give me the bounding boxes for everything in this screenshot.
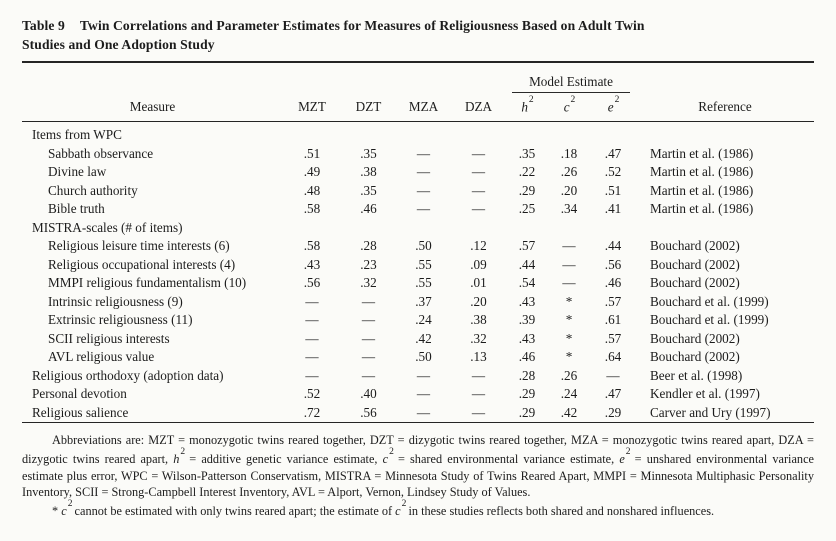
value-cell: —: [361, 330, 376, 346]
math-symbol: e: [619, 452, 625, 467]
measure-cell: Items from WPC: [32, 127, 122, 143]
value-cell: —: [416, 145, 431, 161]
value-cell: .50: [415, 238, 432, 254]
reference-cell: Kendler et al. (1997): [650, 386, 760, 402]
measure-cell: MISTRA-scales (# of items): [32, 219, 183, 235]
reference-cell: Martin et al. (1986): [650, 201, 754, 217]
reference-cell: Bouchard (2002): [650, 275, 740, 291]
value-cell: .20: [470, 293, 487, 309]
value-cell: .13: [470, 349, 487, 365]
reference-cell: Martin et al. (1986): [650, 182, 754, 198]
column-header-h2: $h^2$: [506, 93, 548, 122]
value-cell: *: [565, 330, 573, 346]
value-cell: .41: [604, 201, 622, 217]
value-cell: .58: [303, 238, 321, 254]
math-superscript: 2: [389, 447, 394, 458]
section-row: [22, 219, 814, 238]
measure-cell: MMPI religious fundamentalism (10): [48, 275, 247, 291]
value-cell: —: [361, 349, 376, 365]
table-row: [22, 274, 814, 293]
value-cell: .56: [604, 256, 622, 272]
table-row: [22, 256, 814, 275]
math-symbol: h: [173, 452, 180, 467]
table-header: [22, 63, 814, 122]
value-cell: .01: [470, 275, 487, 291]
value-cell: —: [606, 367, 620, 383]
value-cell: .61: [604, 312, 622, 328]
reference-cell: Martin et al. (1986): [650, 164, 754, 180]
value-cell: .37: [415, 293, 432, 309]
value-cell: —: [471, 201, 486, 217]
value-cell: .35: [360, 145, 377, 161]
measure-cell: Religious salience: [32, 404, 129, 420]
value-cell: *: [565, 312, 573, 328]
column-header-mzt: MZT: [283, 93, 341, 122]
value-cell: —: [416, 367, 431, 383]
measure-cell: Religious orthodoxy (adoption data): [32, 367, 224, 383]
spanner-spacer: [22, 63, 506, 93]
table-caption: Twin Correlations and Parameter Estimates for Measures of Religiousness Based on Adult Twin Studies and One Adoption Study: [22, 18, 645, 52]
value-cell: .57: [518, 238, 536, 254]
measure-cell: Sabbath observance: [48, 145, 154, 161]
value-cell: .64: [604, 349, 622, 365]
value-cell: .49: [303, 164, 321, 180]
footnote-abbreviations: Abbreviations are: MZT = monozygotic twins reared together, DZT = dizygotic twins reared together, MZA = monozygotic twins reared apart, DZA = dizygotic twins reared apart, $h^2$ = additive genetic variance estimate, $c^2$ = shared environmental variance estimate, $e^2$ = unshared environmental variance estimate plus error, WPC = Wilson-Patterson Conservatism, MISTRA = Minnesota Study of Twins Reared Apart, MMPI = Minnesota Multiphasic Personality Inventory, SCII = Strong-Campbell Interest Inventory, AVL = Alport, Vernon, Lindsey Study of Values.: [22, 433, 814, 499]
reference-cell: Beer et al. (1998): [650, 367, 743, 383]
value-cell: —: [471, 404, 486, 420]
value-cell: .28: [360, 238, 377, 254]
value-cell: .29: [518, 386, 536, 402]
value-cell: .43: [518, 293, 536, 309]
value-cell: .26: [560, 164, 578, 180]
column-header-c2: $c^2$: [548, 93, 590, 122]
value-cell: —: [416, 164, 431, 180]
value-cell: .56: [360, 404, 377, 420]
value-cell: .09: [470, 256, 487, 272]
table-row: [22, 367, 814, 386]
reference-cell: Bouchard (2002): [650, 238, 740, 254]
value-cell: —: [305, 367, 319, 383]
value-cell: *: [565, 349, 573, 365]
value-cell: —: [471, 164, 486, 180]
table-body: [22, 122, 814, 423]
column-header-measure: Measure: [22, 93, 283, 122]
correlations-table: [22, 63, 814, 422]
value-cell: —: [471, 182, 486, 198]
value-cell: .72: [303, 404, 321, 420]
value-cell: .12: [470, 238, 487, 254]
measure-cell: Divine law: [48, 164, 107, 180]
value-cell: .25: [518, 201, 536, 217]
spanner-row: [22, 63, 814, 93]
table-number: Table 9: [22, 18, 65, 33]
value-cell: .35: [360, 182, 377, 198]
value-cell: .29: [518, 182, 536, 198]
model-estimate-group: [506, 63, 636, 93]
column-header-dza: DZA: [451, 93, 506, 122]
value-cell: .46: [518, 349, 536, 365]
reference-cell: Bouchard et al. (1999): [650, 312, 769, 328]
column-header-row: [22, 93, 814, 122]
value-cell: .47: [604, 386, 622, 402]
bottom-rule: [22, 422, 814, 423]
reference-cell: Bouchard (2002): [650, 330, 740, 346]
value-cell: —: [305, 312, 319, 328]
value-cell: —: [416, 404, 431, 420]
table-row: [22, 237, 814, 256]
value-cell: —: [305, 349, 319, 365]
table-row: [22, 311, 814, 330]
measure-cell: Religious occupational interests (4): [48, 256, 236, 272]
value-cell: —: [416, 201, 431, 217]
value-cell: .52: [604, 164, 622, 180]
value-cell: .58: [303, 201, 321, 217]
reference-cell: Martin et al. (1986): [650, 145, 754, 161]
value-cell: .24: [560, 386, 578, 402]
value-cell: .29: [604, 404, 622, 420]
column-header-dzt: DZT: [341, 93, 396, 122]
table-row: [22, 163, 814, 182]
value-cell: .39: [518, 312, 536, 328]
value-cell: .32: [360, 275, 377, 291]
value-cell: —: [562, 238, 576, 254]
measure-cell: AVL religious value: [48, 349, 155, 365]
math-superscript: 2: [180, 447, 186, 458]
table-row: [22, 145, 814, 164]
value-cell: .29: [518, 404, 536, 420]
value-cell: —: [305, 293, 319, 309]
spanner-spacer: [636, 63, 814, 93]
value-cell: .35: [518, 145, 536, 161]
value-cell: .32: [470, 330, 487, 346]
value-cell: —: [361, 312, 376, 328]
value-cell: .52: [303, 386, 321, 402]
measure-cell: Church authority: [48, 182, 138, 198]
measure-cell: Intrinsic religiousness (9): [48, 293, 183, 309]
value-cell: .38: [470, 312, 487, 328]
model-estimate-spanner: Model Estimate: [512, 74, 630, 93]
value-cell: .42: [415, 330, 432, 346]
math-symbol: c: [382, 452, 389, 467]
value-cell: .28: [518, 367, 536, 383]
value-cell: .40: [360, 386, 377, 402]
value-cell: —: [361, 367, 376, 383]
column-header-mza: MZA: [396, 93, 451, 122]
value-cell: —: [361, 293, 376, 309]
value-cell: .23: [360, 256, 377, 272]
value-cell: .50: [415, 349, 432, 365]
section-row: [22, 122, 814, 145]
measure-cell: Religious leisure time interests (6): [48, 238, 230, 254]
table-title: [22, 16, 654, 54]
table-block: [22, 16, 814, 519]
math-superscript: 2: [67, 498, 73, 509]
value-cell: —: [471, 367, 486, 383]
value-cell: .51: [303, 145, 321, 161]
footnotes: [22, 432, 814, 519]
column-header-reference: Reference: [636, 93, 814, 122]
table-row: [22, 404, 814, 423]
value-cell: .57: [604, 293, 622, 309]
math-superscript: 2: [625, 447, 631, 458]
value-cell: .43: [518, 330, 536, 346]
value-cell: —: [416, 182, 431, 198]
measure-cell: SCII religious interests: [48, 330, 170, 346]
value-cell: —: [471, 386, 486, 402]
value-cell: .57: [604, 330, 622, 346]
value-cell: .26: [560, 367, 578, 383]
value-cell: .55: [415, 256, 432, 272]
value-cell: .20: [560, 182, 578, 198]
value-cell: —: [562, 256, 576, 272]
value-cell: .56: [303, 275, 321, 291]
value-cell: .38: [360, 164, 377, 180]
table-row: [22, 200, 814, 219]
value-cell: .48: [303, 182, 321, 198]
reference-cell: Bouchard et al. (1999): [650, 293, 769, 309]
math-symbol: c: [61, 504, 67, 518]
value-cell: .51: [604, 182, 622, 198]
value-cell: .34: [560, 201, 578, 217]
table-row: [22, 293, 814, 312]
footnote-asterisk: * $c^2$ cannot be estimated with only twins reared apart; the estimate of $c^2$ in these studies reflects both shared and nonshared influences.: [52, 498, 715, 518]
column-header-e2: $e^2$: [590, 93, 636, 122]
measure-cell: Personal devotion: [32, 386, 127, 402]
value-cell: —: [305, 330, 319, 346]
math-superscript: 2: [401, 498, 407, 509]
reference-cell: Bouchard (2002): [650, 349, 740, 365]
table-row: [22, 330, 814, 349]
reference-cell: Carver and Ury (1997): [650, 404, 771, 420]
value-cell: .44: [518, 256, 536, 272]
value-cell: .22: [518, 164, 536, 180]
value-cell: *: [565, 293, 573, 309]
value-cell: —: [562, 275, 576, 291]
table-row: [22, 182, 814, 201]
value-cell: .44: [604, 238, 622, 254]
reference-cell: Bouchard (2002): [650, 256, 740, 272]
value-cell: .46: [604, 275, 622, 291]
measure-cell: Bible truth: [48, 201, 105, 217]
value-cell: —: [416, 386, 431, 402]
table-row: [22, 385, 814, 404]
measure-cell: Extrinsic religiousness (11): [48, 312, 193, 328]
table-row: [22, 348, 814, 367]
value-cell: .18: [560, 145, 578, 161]
value-cell: .43: [303, 256, 321, 272]
math-symbol: c: [395, 504, 401, 518]
value-cell: .47: [604, 145, 622, 161]
value-cell: .55: [415, 275, 432, 291]
value-cell: —: [471, 145, 486, 161]
value-cell: .46: [360, 201, 377, 217]
value-cell: .42: [560, 404, 578, 420]
value-cell: .54: [518, 275, 536, 291]
value-cell: .24: [415, 312, 432, 328]
